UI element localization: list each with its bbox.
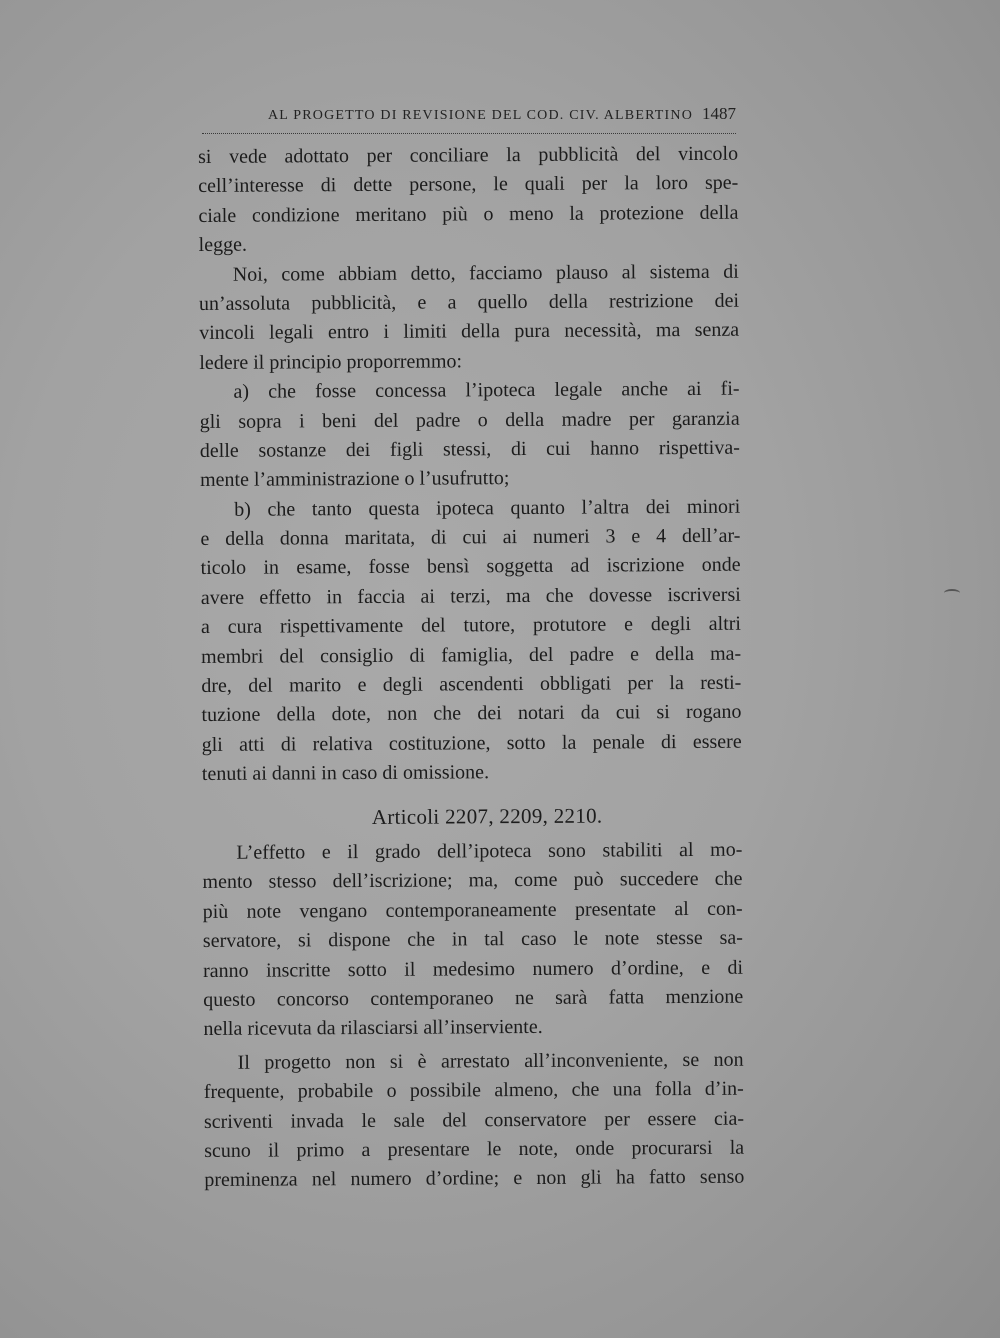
- text-line: Noi, come abbiam detto, facciamo plauso al sistema di: [232, 260, 739, 286]
- text-line: a cura rispettivamente del tutore, protutore e degli altri: [200, 612, 742, 639]
- text-line: frequente, probabile o possibile almeno, che una folla d’in-: [203, 1077, 744, 1104]
- text-line: scuno il primo a presentare le note, onde procurarsi la: [204, 1136, 745, 1162]
- paragraph-4: [204, 1045, 745, 1195]
- text-line: b) che tanto questa ipoteca quanto l’altra dei minori: [234, 495, 741, 521]
- margin-mark: [944, 589, 960, 597]
- text-line: mento stesso dell’iscrizione; ma, come può succedere che: [202, 868, 743, 894]
- text-line: ciale condizione meritano più o meno la protezione della: [198, 201, 739, 227]
- header-rule: [202, 133, 736, 134]
- text-line: delle sostanze dei figli stessi, di cui hanno rispettiva-: [199, 436, 740, 462]
- text-line: e della donna maritata, di cui ai numeri 3 e 4 dell’ar-: [200, 524, 741, 551]
- body-text: [198, 140, 744, 1196]
- text-line: servatore, si dispone che in tal caso le note stesse sa-: [202, 926, 743, 953]
- text-line: ticolo in esame, fosse bensì soggetta ad iscrizione onde: [200, 554, 741, 580]
- text-line: vincoli legali entro i limiti della pura necessità, ma senza: [199, 319, 740, 345]
- text-line: ranno inscritte sotto il medesimo numero d’ordine, e di: [202, 956, 744, 982]
- text-line: preminenza nel numero d’ordine; e non gli ha fatto senso: [204, 1165, 745, 1192]
- text-line: avere effetto in faccia ai terzi, ma che dovesse iscriversi: [200, 583, 741, 609]
- text-line: ledere il principio proporremmo:: [199, 350, 463, 374]
- text-line: gli sopra i beni del padre o della madre per garanzia: [199, 407, 740, 433]
- paragraph-3: [202, 836, 743, 1045]
- text-line: questo concorso contemporaneo ne sarà fatta menzione: [203, 985, 744, 1011]
- text-line: mente l’amministrazione o l’usufrutto;: [199, 467, 510, 492]
- text-line: gli atti di relativa costituzione, sotto la penale di essere: [201, 730, 742, 756]
- running-head-title: AL PROGETTO DI REVISIONE DEL COD. CIV. ALBERTINO: [268, 108, 694, 123]
- text-line: a) che fosse concessa l’ipoteca legale anche ai fi-: [233, 377, 740, 403]
- text-line: nella ricevuta da rilasciarsi all’inserviente.: [203, 1016, 543, 1041]
- text-line: si vede adottato per conciliare la pubblicità del vincolo: [198, 142, 739, 168]
- text-line: tenuti ai danni in caso di omissione.: [201, 761, 490, 786]
- list-item-a: [199, 375, 740, 496]
- paragraph-1: [198, 140, 739, 261]
- section-heading: Articoli 2207, 2209, 2210.: [371, 803, 603, 829]
- text-line: un’assoluta pubblicità, e a quello della restrizione dei: [198, 289, 740, 315]
- text-line: più note vengano contemporaneamente presentate al con-: [202, 897, 743, 923]
- list-item-b: [200, 492, 742, 789]
- text-line: membri del consiglio di famiglia, del padre e della ma-: [201, 642, 742, 668]
- page-number: 1487: [702, 104, 736, 123]
- text-line: scriventi invada le sale del conservatore per essere cia-: [203, 1107, 745, 1133]
- paragraph-2: [199, 257, 740, 378]
- text-line: L’effetto e il grado dell’ipoteca sono stabiliti al mo-: [236, 838, 743, 864]
- text-line: cell’interesse di dette persone, le quali per la loro spe-: [198, 172, 739, 198]
- text-line: Il progetto non si è arrestato all’inconveniente, se non: [237, 1048, 744, 1074]
- text-line: tuzione della dote, non che dei notari da cui si rogano: [201, 701, 742, 727]
- running-head: [268, 104, 736, 130]
- text-line: dre, del marito e degli ascendenti obbligati per la resti-: [201, 671, 742, 698]
- text-line: legge.: [198, 233, 248, 257]
